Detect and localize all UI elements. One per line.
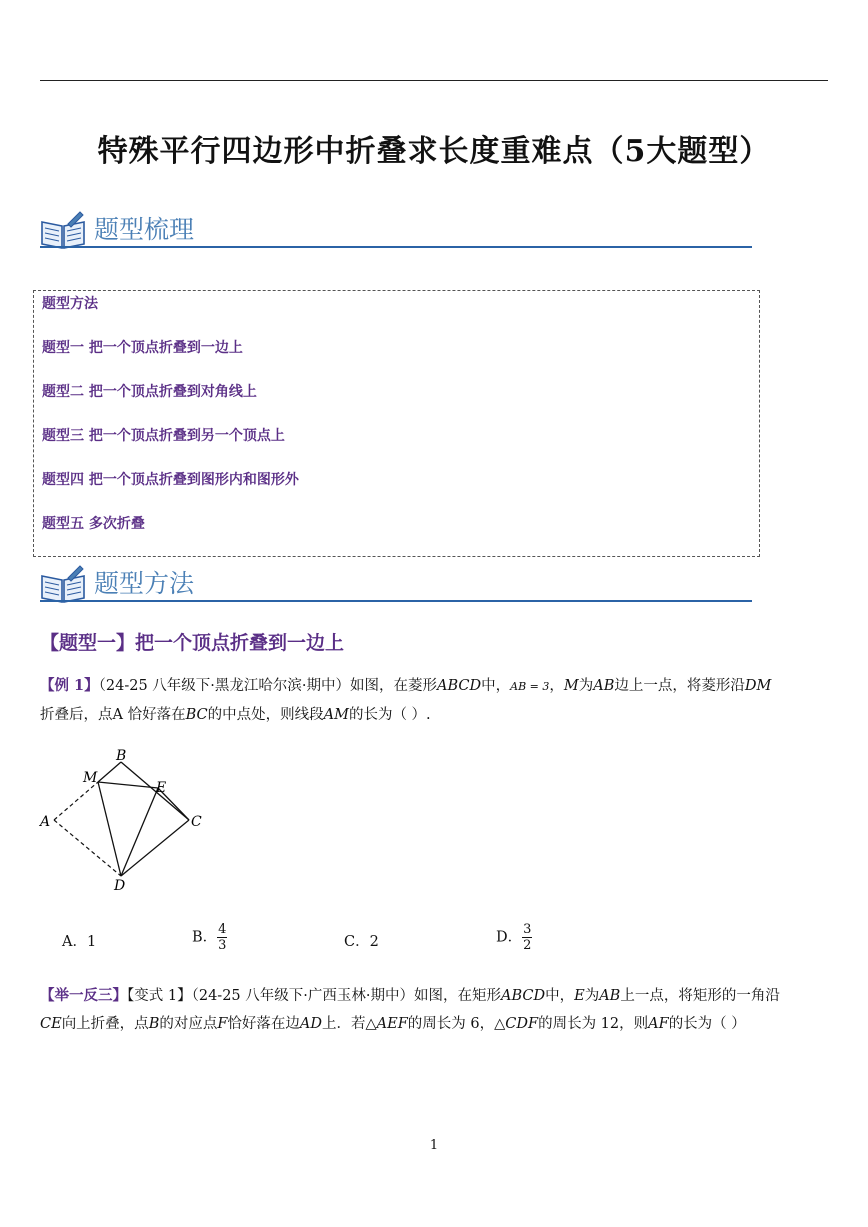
document-title: 特殊平行四边形中折叠求长度重难点（5大题型） <box>97 134 771 169</box>
toc-item[interactable]: 题型五 多次折叠 <box>42 516 145 532</box>
section-heading-methods <box>40 564 752 604</box>
open-book-icon <box>40 210 86 250</box>
option-c[interactable]: C．2 <box>344 934 379 950</box>
section-underline <box>40 600 752 602</box>
section-heading-text: 题型梳理 <box>94 215 195 244</box>
segment-mb <box>98 762 121 782</box>
dashed-am <box>54 782 98 820</box>
open-book-icon <box>40 564 86 604</box>
variant1-text: 【举一反三】【变式 1】（24-25 八年级下·广西玉林·期中）如图，在矩形ABCD中，E为AB上一点，将矩形的一角沿 CE向上折叠，点B的对应点F恰好落在边AD上．若△AEF的周长为 6，△CDF的周长为 12，则AF的长为（ ） <box>40 987 780 1032</box>
type1-heading: 【题型一】把一个顶点折叠到一边上 <box>40 632 345 654</box>
segment-ed <box>121 788 158 876</box>
toc-box <box>33 290 760 557</box>
toc-item[interactable]: 题型三 把一个顶点折叠到另一个顶点上 <box>42 428 285 444</box>
section-heading-overview <box>40 210 752 250</box>
label-a: A <box>40 814 51 830</box>
label-d: D <box>114 878 126 894</box>
label-b: B <box>116 748 127 764</box>
toc-item[interactable]: 题型四 把一个顶点折叠到图形内和图形外 <box>42 472 299 488</box>
section-heading-text: 题型方法 <box>94 569 195 598</box>
option-b[interactable]: B． $\frac{4}{3}$ <box>192 922 227 953</box>
header-rule <box>40 80 828 81</box>
toc-item[interactable]: 题型二 把一个顶点折叠到对角线上 <box>42 384 257 400</box>
segment-me <box>98 782 158 788</box>
segment-md <box>98 782 121 876</box>
rhombus-figure <box>36 748 216 898</box>
option-d[interactable]: D． $\frac{3}{2}$ <box>496 922 532 953</box>
page-number: 1 <box>429 1138 439 1153</box>
example1-text: 【例 1】（24-25 八年级下·黑龙江哈尔滨·期中）如图，在菱形ABCD中，AB = 3，M为AB边上一点，将菱形沿DM 折叠后，点A 恰好落在BC的中点处，则线段AM的长为（ ）. <box>40 677 772 723</box>
segment-be <box>121 762 189 820</box>
segment-cd <box>121 820 189 876</box>
practice-tag: 【举一反三】 <box>40 987 127 1004</box>
fraction: $\frac{4}{3}$ <box>218 922 227 953</box>
label-c: C <box>191 814 202 830</box>
option-a[interactable]: A．1 <box>62 934 97 950</box>
variant-tag: 【变式 1】 <box>127 988 192 1004</box>
fraction: $\frac{3}{2}$ <box>523 922 532 953</box>
example-tag: 【例 1】 <box>40 677 99 694</box>
label-e: E <box>156 780 167 796</box>
dashed-ad <box>54 820 121 876</box>
label-m: M <box>83 770 98 786</box>
toc-item[interactable]: 题型方法 <box>42 296 98 312</box>
section-underline <box>40 246 752 248</box>
toc-item[interactable]: 题型一 把一个顶点折叠到一边上 <box>42 340 243 356</box>
